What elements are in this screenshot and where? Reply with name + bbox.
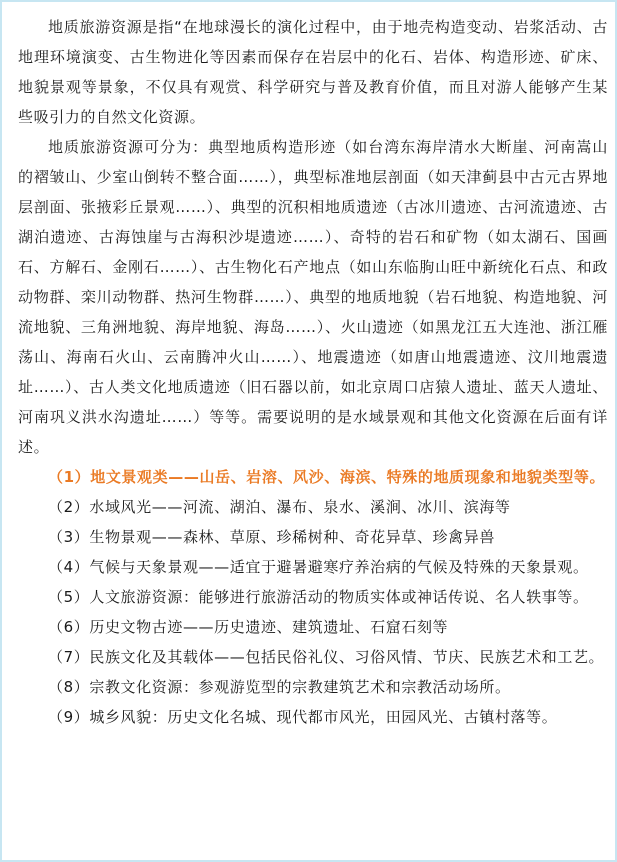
classification-paragraph: 地质旅游资源可分为：典型地质构造形迹（如台湾东海岸清水大断崖、河南嵩山的褶皱山、少室山倒转不整合面……），典型标准地层剖面（如天津蓟县中古元古界地层剖面、张掖彩丘景观……）、典型的沉积相地质遗迹（古冰川遗迹、古河流遗迹、古湖泊遗迹、古海蚀崖与古海积沙堤遗迹……）、奇特的岩石和矿物（如太湖石、国画石、方解石、金刚石……）、古生物化石产地点（如山东临朐山旺中新统化石点、和政动物群、栾川动物群、热河生物群……）、典型的地质地貌（岩石地貌、构造地貌、河流地貌、三角洲地貌、海岸地貌、海岛……）、火山遗迹（如黑龙江五大连池、浙江雁荡山、海南石火山、云南腾冲火山……）、地震遗迹（如唐山地震遗迹、汶川地震遗址……）、古人类文化地质遗迹（旧石器以前，如北京周口店猿人遗址、蓝天人遗址、河南巩义洪水沟遗址……）等等。需要说明的是水域景观和其他文化资源在后面有详述。 — [18, 138, 608, 456]
list-item-water: （2）水域风光——河流、湖泊、瀑布、泉水、溪涧、冰川、滨海等 — [48, 498, 511, 516]
list-item-climate: （4）气候与天象景观——适宜于避暑避寒疗养治病的气候及特殊的天象景观。 — [48, 558, 589, 576]
list-item-ethnic: （7）民族文化及其载体——包括民俗礼仪、习俗风情、节庆、民族艺术和工艺。 — [48, 648, 605, 666]
list-item-humanity: （5）人文旅游资源：能够进行旅游活动的物质实体或神话传说、名人轶事等。 — [48, 588, 589, 606]
list-item-relics: （6）历史文物古迹——历史遗迹、建筑遗址、石窟石刻等 — [48, 618, 449, 636]
list-item-townscape: （9）城乡风貌：历史文化名城、现代都市风光，田园风光、古镇村落等。 — [48, 708, 558, 726]
intro-paragraph: 地质旅游资源是指“在地球漫长的演化过程中，由于地壳构造变动、岩浆活动、古地理环境演变、古生物进化等因素而保存在岩层中的化石、岩体、构造形迹、矿床、地貌景观等景象，不仅具有观赏、科学研究与普及教育价值，而且对游人能够产生某些吸引力的自然文化资源。 — [18, 18, 608, 126]
list-item-biology: （3）生物景观——森林、草原、珍稀树种、奇花异草、珍禽异兽 — [48, 528, 495, 546]
list-item-landform: （1）地文景观类——山岳、岩溶、风沙、海滨、特殊的地质现象和地貌类型等。 — [48, 468, 606, 486]
list-item-religion: （8）宗教文化资源：参观游览型的宗教建筑艺术和宗教活动场所。 — [48, 678, 511, 696]
article-body — [18, 12, 608, 732]
